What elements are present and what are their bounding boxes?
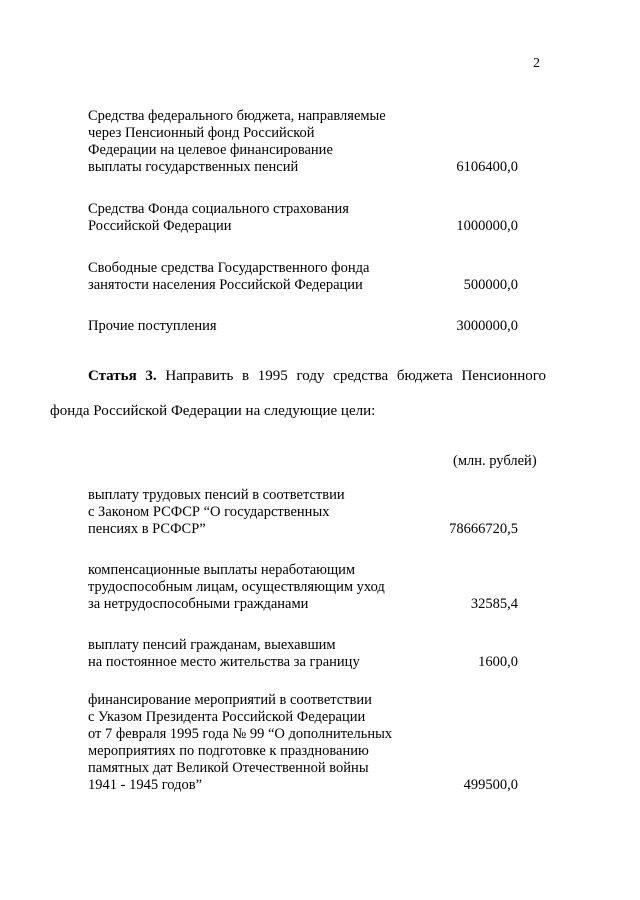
article-paragraph xyxy=(88,368,546,385)
expense-item-label: выплату трудовых пенсий в соответствии с Законом РСФСР “О государственных пенсиях в РСФСР” xyxy=(88,487,345,537)
expense-item-value: 499500,0 xyxy=(463,777,518,793)
article-title: Статья 3. xyxy=(88,368,157,384)
income-item-value: 1000000,0 xyxy=(456,218,518,234)
page-number: 2 xyxy=(533,56,540,71)
expense-item-label: финансирование мероприятий в соответствии с Указом Президента Российской Федерации от 7 февраля 1995 года № 99 “О дополнительных мероприятиях по подготовке к празднованию памятных дат Великой Отечественной войны 1941 - 1945 годов” xyxy=(88,692,393,793)
article-text-line2: фонда Российской Федерации на следующие цели: xyxy=(50,403,376,419)
expense-item-label: компенсационные выплаты неработающим трудоспособным лицам, осуществляющим уход за нетрудоспособными гражданами xyxy=(88,562,385,612)
expense-item-value: 78666720,5 xyxy=(449,521,518,537)
income-item-value: 500000,0 xyxy=(463,277,518,293)
expense-item-value: 32585,4 xyxy=(470,596,518,612)
income-item-label: Прочие поступления xyxy=(88,318,217,334)
income-item-label: Средства федерального бюджета, направляемые через Пенсионный фонд Российской Федерации на целевое финансирование выплаты государственных пенсий xyxy=(88,108,386,175)
expense-item-value: 1600,0 xyxy=(478,654,518,670)
income-item-label: Средства Фонда социального страхования Российской Федерации xyxy=(88,201,349,234)
article-text-line1: Направить в 1995 году средства бюджета Пенсионного xyxy=(165,368,547,384)
units-label: (млн. рублей) xyxy=(453,453,537,469)
income-item-label: Свободные средства Государственного фонда занятости населения Российской Федерации xyxy=(88,260,370,293)
income-item-value: 6106400,0 xyxy=(456,159,518,175)
expense-item-label: выплату пенсий гражданам, выехавшим на постоянное место жительства за границу xyxy=(88,637,360,670)
income-item-value: 3000000,0 xyxy=(456,318,518,334)
